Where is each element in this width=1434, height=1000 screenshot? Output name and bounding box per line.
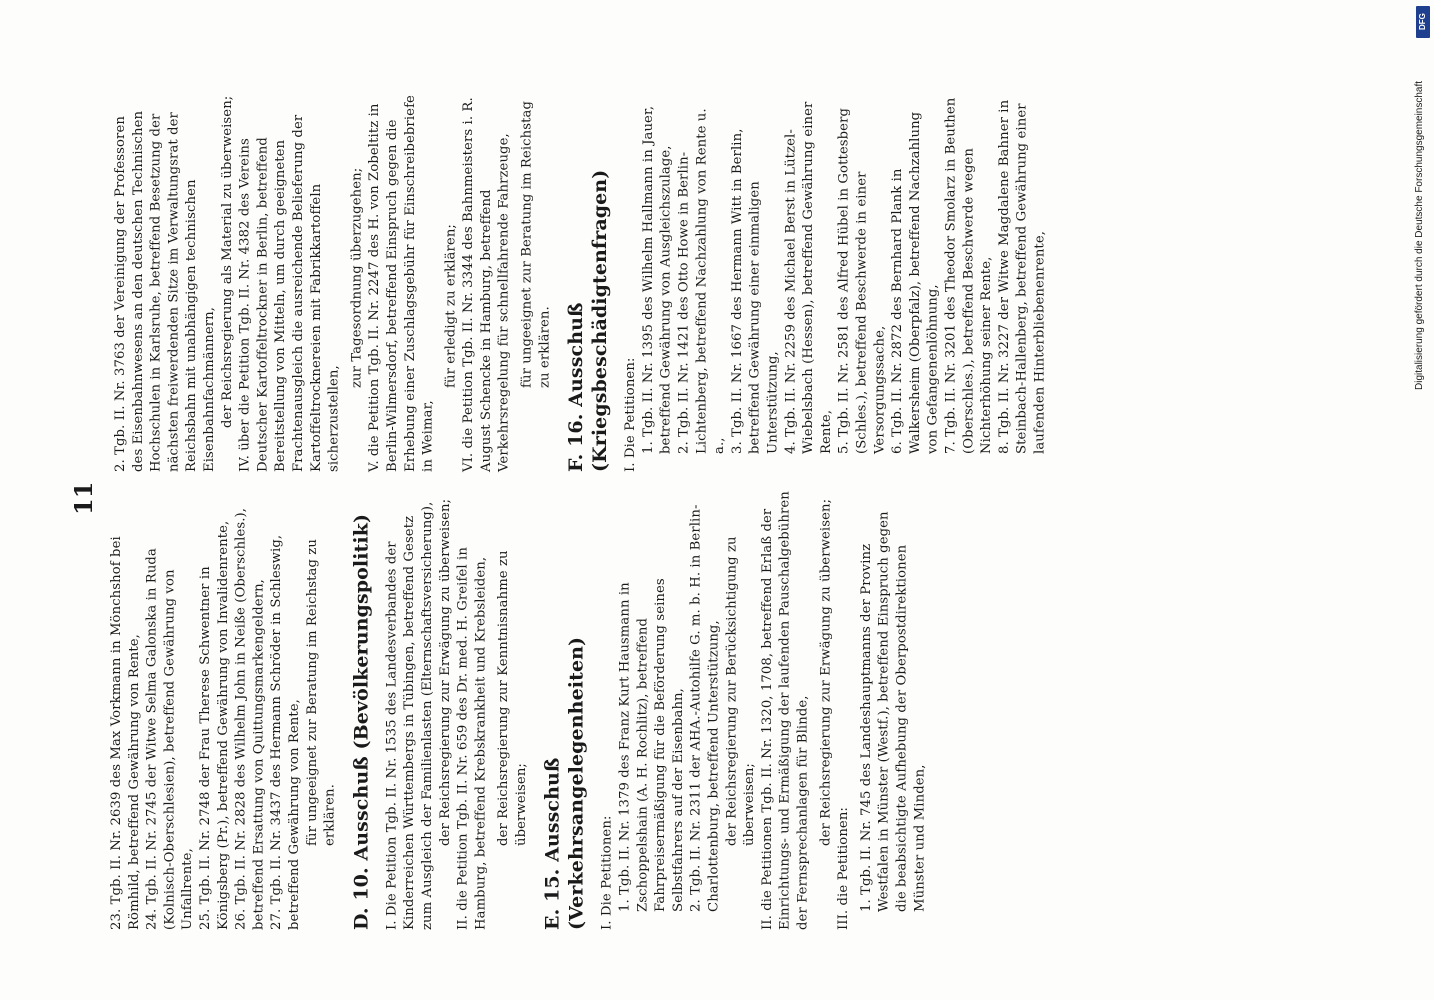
left-paragraph: 25. Tgb. II. Nr. 2748 der Frau Therese Schwentner in Königsberg (Pr.), betreffend Gewährung von Invalidenrente, [197,520,231,930]
left-paragraph: 26. Tgb. II. Nr. 2828 des Wilhelm John in Neiße (Oberschles.), betreffend Ersattung von Quittungsmarkengeldern, [233,507,267,930]
right-paragraph: 6. Tgb. II. Nr. 2872 des Bernhard Plank in Walkersheim (Oberpfalz), betreffend Nachzahlung von Gefangenenlöhnung, [890,111,941,454]
right-paragraph: VI. die Petition Tgb. II. Nr. 3344 des Bahnmeisters i. R. August Schencke in Hamburg, betreffend Verkehrsregelung für schnellfahrende Fahrzeuge, [461,97,512,472]
left-paragraph: der Reichsregierung zur Erwägung zu überweisen; [818,498,834,846]
left-section-heading: E. 15. Ausschuß (Verkehrsangelegenheiten) [541,636,588,930]
digitization-credit: Digitalisierung gefördert durch die Deutsche Forschungsgemeinschaft [1414,80,1425,390]
right-paragraph: zur Tagesordnung überzugehen; [349,167,365,388]
right-paragraph: I. Die Petitionen: [623,357,639,472]
left-paragraph: 23. Tgb. II. Nr. 2639 des Max Vorkmann in Mönchshof bei Römhild, betreffend Gewährung von Rente, [109,536,142,930]
page-number: 11 [69,481,98,515]
left-paragraph: der Reichsregierung zur Berücksichtigung zu überweisen; [724,536,758,846]
right-paragraph: 8. Tgb. II. Nr. 3227 der Witwe Magdalene Bahner in Steinbach-Hallenberg, betreffend Gewährung einer laufenden Hinterbliebenenrente, [996,99,1048,454]
right-paragraph: für erledigt zu erklären; [443,224,459,388]
left-paragraph: für ungeeignet zur Beratung im Reichstag zu erklären. [304,539,338,846]
left-paragraph: II. die Petitionen Tgb. II. Nr. 1320, 1708, betreffend Erlaß der Einrichtungs- und Ermäßigung der laufenden Pauschalgebühren der Fernsprechanlagen für Blinde, [759,491,811,930]
right-paragraph: 3. Tgb. II. Nr. 1667 des Hermann Witt in Berlin, betreffend Gewährung einer einmaligen Unterstützung, [729,128,781,454]
dfg-logo-icon: DFG [1416,6,1430,38]
left-column [108,490,928,930]
right-paragraph: 5. Tgb. II. Nr. 2581 des Alfred Hübel in Gottesberg (Schles.), betreffend Beschwerde in einer Versorgungssache, [836,107,888,454]
left-paragraph: der Reichsregierung zur Erwägung zu überweisen; [437,498,453,846]
left-paragraph: I. Die Petitionen: [599,815,615,930]
right-paragraph: 1. Tgb. II. Nr. 1395 des Wilhelm Hallmann in Jauer, betreffend Gewährung von Ausgleichszulage, [640,105,674,454]
left-paragraph: 1. Tgb. II. Nr. 745 des Landeshauptmanns der Provinz Westfalen in Münster (Westf.), betreffend Einspruch gegen die beabsichtigte Aufhebung der Oberpostdirektionen Münster und Minden, [858,511,928,912]
right-paragraph: 2. Tgb. II. Nr. 1421 des Otto Howe in Berlin-Lichtenberg, betreffend Nachzahlung von Rente u. a., [676,108,728,454]
right-column [112,92,1312,472]
left-paragraph: III. die Petitionen: [836,807,852,930]
right-section-heading: F. 16. Ausschuß (Kriegsbeschädigtenfragen) [565,169,612,472]
left-paragraph: 1. Tgb. II. Nr. 1379 des Franz Kurt Hausmann in Zschoppelshain (A. H. Rochlitz), betreffend Fahrpreisermäßigung für die Beförderung seines Selbstfahrers auf der Eisenbahn, [617,578,686,912]
right-paragraph: IV. über die Petition Tgb. II. Nr. 4382 des Vereins Deutscher Kartoffeltrockner in Berlin, betreffend Bereitstellung von Mitteln, um durch geeigneten Frachtenausgleich die ausreichende Belieferung der Kartoffeltrocknereien mit Fabrikkartoffeln sicherzustellen, [237,114,342,472]
left-paragraph: 2. Tgb. II. Nr. 2311 der AHA.-Autohilfe G. m. b. H. in Berlin-Charlottenburg, betreffend Unterstützung, [688,504,722,912]
right-paragraph: für ungeeignet zur Beratung im Reichstag zu erklären. [519,101,553,388]
right-paragraph: V. die Petition Tgb. II. Nr. 2247 des H. von Zobeltitz in Berlin-Wilmersdorf, betreffend Einspruch gegen die Erhebung einer Zuschlagsgebühr für Einschreibebriefe in Weimar, [367,95,436,472]
left-paragraph: 27. Tgb. II. Nr. 3437 des Hermann Schröder in Schleswig, betreffend Gewährung von Rente, [269,534,302,930]
right-paragraph: 4. Tgb. II. Nr. 2259 des Michael Berst in Lützel-Wiebelsbach (Hessen), betreffend Gewährung einer Rente, [783,101,834,454]
right-paragraph: der Reichsregierung als Material zu überweisen; [219,95,235,428]
left-paragraph: I. Die Petition Tgb. II. Nr. 1535 des Landesverbandes der Kinderreichen Württembergs in Tübingen, betreffend Gesetz zum Ausgleich der Familienlasten (Elternschaftsversicherung), [384,501,435,930]
left-section-heading: D. 10. Ausschuß (Bevölkerungspolitik) [350,513,373,930]
right-paragraph: 7. Tgb. II. Nr. 3201 des Theodor Smolarz in Beuthen (Oberschles.), betreffend Beschwerde wegen Nichterhöhung seiner Rente, [943,97,995,454]
left-paragraph: II. die Petition Tgb. II. Nr. 659 des Dr. med. H. Greifel in Hamburg, betreffend Krebskrankheit und Krebsleiden, [455,547,489,930]
left-paragraph: der Reichsregierung zur Kenntnisnahme zu überweisen; [496,550,529,846]
right-paragraph: 2. Tgb. II. Nr. 3763 der Vereinigung der Professoren des Eisenbahnwesens an den deutschen Technischen Hochschulen in Karlsruhe, betreffend Besetzung der nächsten freiwerdenden Sitze im Verwaltungsrat der Reichsbahn mit unabhängigen technischen Eisenbahnfachmännern, [113,110,217,472]
left-paragraph: 24. Tgb. II. Nr. 2745 der Witwe Selma Galonska in Ruda (Kolnisch-Oberschlesien), betreffend Gewährung von Unfallrente, [144,548,196,930]
